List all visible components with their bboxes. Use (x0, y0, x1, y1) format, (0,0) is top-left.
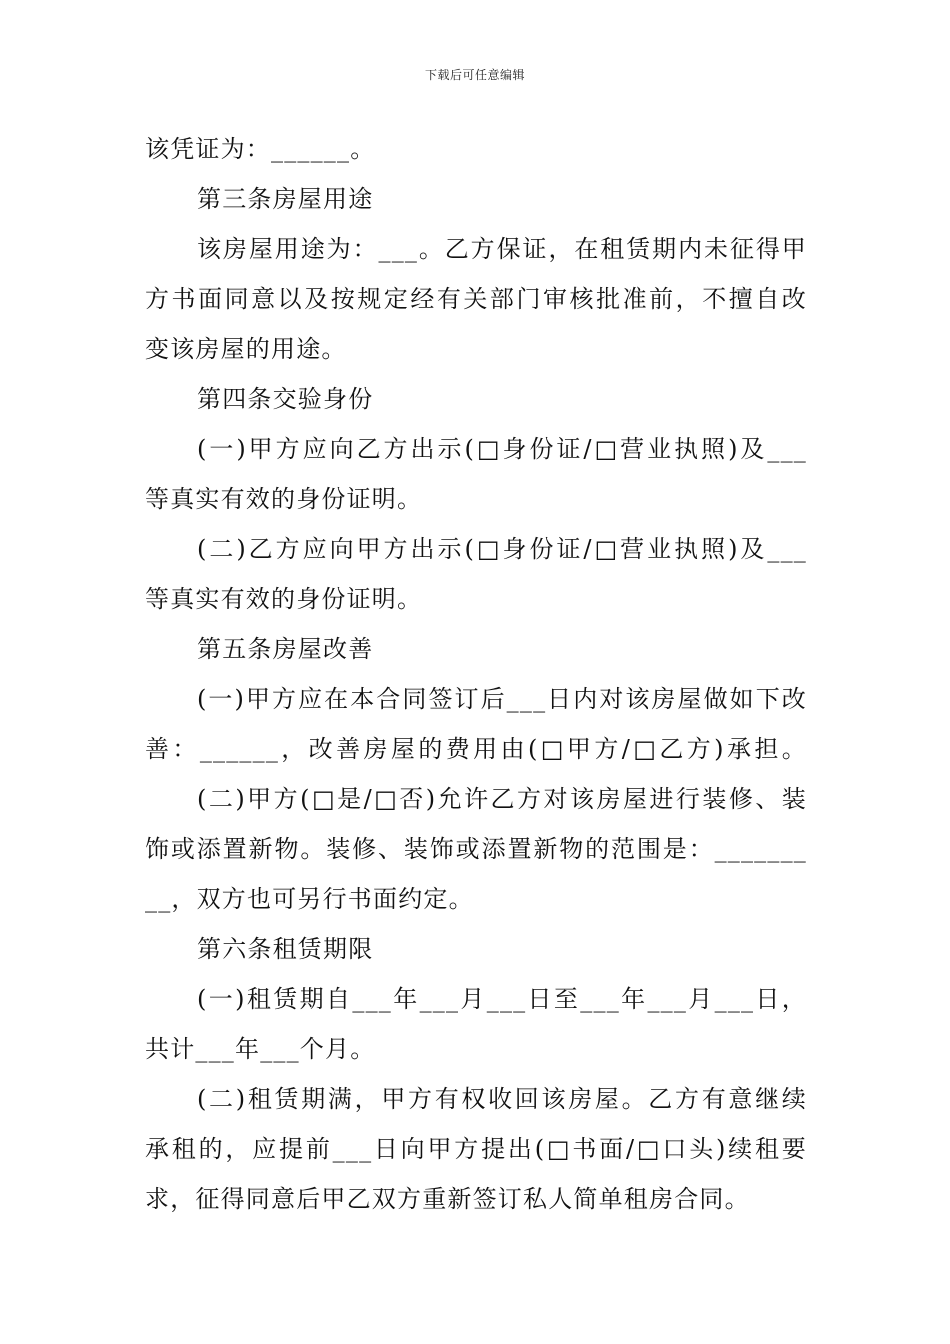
text-line: (一)甲方应在本合同签订后___日内对该房屋做如下改 (197, 685, 807, 713)
text-line: (一)租赁期自___年___月___日至___年___月___日， (197, 985, 807, 1013)
text-line: 求，征得同意后甲乙双方重新签订私人简单租房合同。 (145, 1185, 750, 1213)
text-line: 该房屋用途为：___。乙方保证，在租赁期内未征得甲 (197, 235, 807, 263)
text-line: __，双方也可另行书面约定。 (145, 885, 474, 913)
text-line: 共计___年___个月。 (145, 1035, 376, 1063)
text-line: (二)乙方应向甲方出示(□身份证/□营业执照)及___ (197, 535, 807, 563)
text-line: (二)甲方(□是/□否)允许乙方对该房屋进行装修、装 (197, 785, 807, 813)
text-line: (二)租赁期满，甲方有权收回该房屋。乙方有意继续 (197, 1085, 807, 1113)
section-heading: 第四条交验身份 (197, 385, 374, 413)
section-heading: 第六条租赁期限 (197, 935, 374, 963)
text-line: (一)甲方应向乙方出示(□身份证/□营业执照)及___ (197, 435, 807, 463)
text-line: 等真实有效的身份证明。 (145, 585, 423, 613)
page-header: 下载后可任意编辑 (424, 68, 525, 82)
section-heading: 第三条房屋用途 (197, 185, 374, 213)
text-line: 善：______，改善房屋的费用由(□甲方/□乙方)承担。 (145, 735, 807, 763)
text-line: 饰或添置新物。装修、装饰或添置新物的范围是：_______ (145, 835, 807, 863)
text-line: 变该房屋的用途。 (145, 335, 347, 363)
document-body (145, 124, 807, 1224)
text-line: 方书面同意以及按规定经有关部门审核批准前，不擅自改 (145, 285, 807, 313)
text-line: 承租的，应提前___日向甲方提出(□书面/□口头)续租要 (145, 1135, 807, 1163)
text-line: 该凭证为：______。 (145, 135, 376, 163)
section-heading: 第五条房屋改善 (197, 635, 374, 663)
text-line: 等真实有效的身份证明。 (145, 485, 423, 513)
